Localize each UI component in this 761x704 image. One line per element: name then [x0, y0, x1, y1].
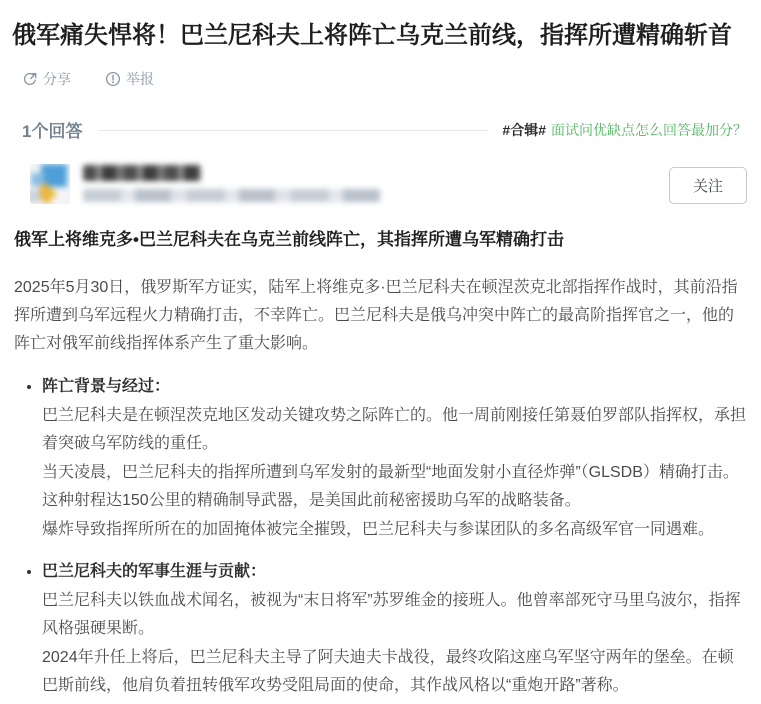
share-icon: [22, 71, 38, 87]
answer-body: [12, 274, 747, 700]
section-paragraph: 当天凌晨，巴兰尼科夫的指挥所遭到乌军发射的最新型“地面发射小直径炸弹”（GLSDB）精确打击。这种射程达150公里的精确制导武器，是美国此前秘密援助乌军的战略装备。: [42, 463, 739, 509]
section-heading: • 巴兰尼科夫的军事生涯与贡献：: [42, 562, 267, 580]
section-paragraph: 巴兰尼科夫以铁血战术闻名，被视为“末日将军”苏罗维金的接班人。他曾率部死守马里乌波尔，指挥风格强硬果断。: [42, 591, 741, 637]
section-paragraph: 爆炸导致指挥所所在的加固掩体被完全摧毁，巴兰尼科夫与参谋团队的多名高级军官一同遇难。: [42, 520, 715, 538]
section-heading: • 阵亡背景与经过：: [42, 377, 171, 395]
header-divider: [98, 130, 488, 131]
author-meta: [83, 164, 669, 202]
avatar[interactable]: [30, 164, 70, 204]
answer-section: [42, 557, 747, 700]
question-title: 俄军痛失悍将！巴兰尼科夫上将阵亡乌克兰前线，指挥所遭精确斩首: [12, 22, 732, 49]
answers-header: [22, 117, 747, 142]
topic-link[interactable]: 面试问优缺点怎么回答最加分？: [551, 121, 747, 138]
answer-section-list: [12, 372, 747, 700]
share-button-label: 分享: [43, 71, 71, 87]
question-action-row: [22, 69, 747, 89]
report-icon: [105, 71, 121, 87]
report-button[interactable]: [105, 69, 154, 89]
section-paragraph: 2024年升任上将后，巴兰尼科夫主导了阿夫迪夫卡战役，最终攻陷这座乌军坚守两年的堡垒。在顿巴斯前线，他肩负着扭转俄军攻势受阻局面的使命，其作战风格以“重炮开路”著称。: [42, 648, 734, 694]
answer-author-row: [30, 164, 747, 204]
report-button-label: 举报: [126, 71, 154, 87]
topic-tag[interactable]: #合辑#: [502, 121, 546, 138]
author-bio-blurred: [83, 189, 381, 202]
share-button[interactable]: [22, 69, 71, 89]
section-paragraph: 巴兰尼科夫是在顿涅茨克地区发动关键攻势之际阵亡的。他一周前刚接任第聂伯罗部队指挥权，承担着突破乌军防线的重任。: [42, 406, 747, 452]
answer-heading: 俄军上将维克多•巴兰尼科夫在乌克兰前线阵亡，其指挥所遭乌军精确打击: [14, 230, 564, 249]
follow-button[interactable]: 关注: [669, 167, 747, 204]
answer-intro-paragraph: 2025年5月30日，俄罗斯军方证实，陆军上将维克多·巴兰尼科夫在顿涅茨克北部指挥作战时，其前沿指挥所遭到乌军远程火力精确打击，不幸阵亡。巴兰尼科夫是俄乌冲突中阵亡的最高阶指挥官之一，他的阵亡对俄军前线指挥体系产生了重大影响。: [14, 278, 738, 352]
answer-count: 1个回答: [22, 122, 83, 141]
avatar-blurred-image: [30, 164, 70, 204]
answer-section: [42, 372, 747, 544]
author-name-blurred[interactable]: [83, 165, 201, 181]
